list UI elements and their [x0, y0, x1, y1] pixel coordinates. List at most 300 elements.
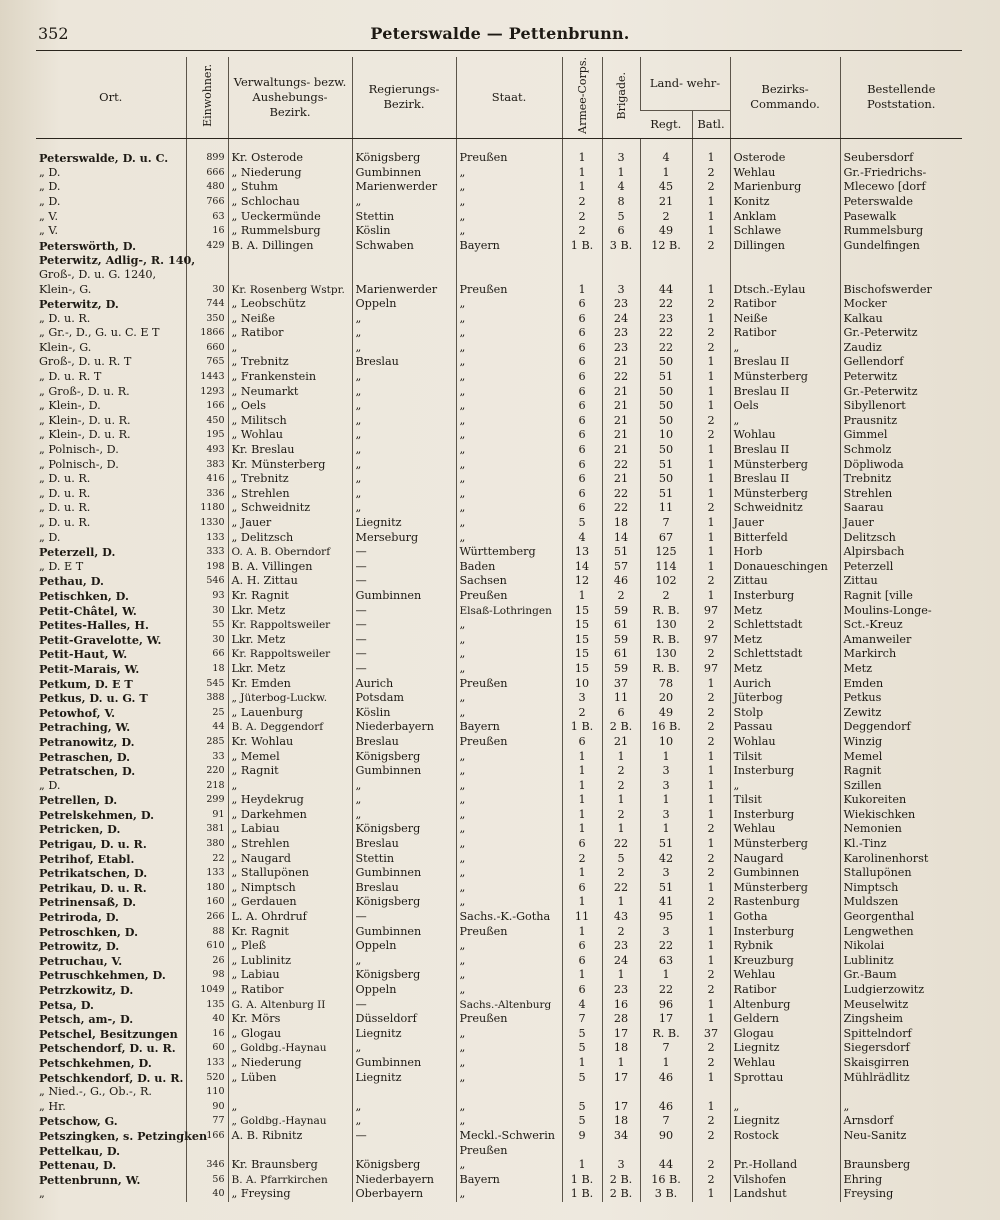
armeecorps-cell: 1 — [562, 1158, 602, 1173]
poststation-cell: Peterswalde — [840, 195, 962, 210]
regierungsbezirk-cell: „ — [352, 472, 456, 487]
brigade-cell: 22 — [602, 501, 640, 516]
regiment-cell: 49 — [640, 224, 692, 239]
einwohner-cell: 30 — [186, 632, 228, 647]
armeecorps-cell: 1 — [562, 793, 602, 808]
poststation-cell: Gr.-Peterwitz — [840, 326, 962, 341]
regierungsbezirk-cell: Breslau — [352, 881, 456, 896]
poststation-cell: Amanweiler — [840, 632, 962, 647]
bataillon-cell: 1 — [692, 355, 730, 370]
regiment-cell: 1 — [640, 1056, 692, 1071]
staat-cell — [456, 1085, 562, 1100]
armeecorps-cell: 7 — [562, 1012, 602, 1027]
poststation-cell — [840, 253, 962, 268]
regiment-cell: 16 B. — [640, 1172, 692, 1187]
brigade-cell — [602, 1085, 640, 1100]
table-row — [36, 720, 962, 735]
regiment-cell: R. B. — [640, 1026, 692, 1041]
bataillon-cell: 1 — [692, 939, 730, 954]
einwohner-cell: 198 — [186, 559, 228, 574]
poststation-cell: Gimmel — [840, 428, 962, 443]
regiment-cell: 17 — [640, 1012, 692, 1027]
bezirkscommando-cell: Stolp — [730, 705, 840, 720]
bataillon-cell: 2 — [692, 165, 730, 180]
poststation-cell: Markirch — [840, 647, 962, 662]
einwohner-cell: 91 — [186, 808, 228, 823]
bataillon-cell: 2 — [692, 341, 730, 356]
poststation-cell: Muldszen — [840, 895, 962, 910]
bezirkscommando-cell: Schlawe — [730, 224, 840, 239]
brigade-cell: 61 — [602, 618, 640, 633]
staat-cell: Preußen — [456, 676, 562, 691]
verwaltungsbezirk-cell: „ Lauenburg — [228, 705, 352, 720]
regierungsbezirk-cell: Gumbinnen — [352, 764, 456, 779]
bataillon-cell: 1 — [692, 1012, 730, 1027]
einwohner-cell: 90 — [186, 1099, 228, 1114]
bataillon-cell: 1 — [692, 793, 730, 808]
poststation-cell: Kukoreiten — [840, 793, 962, 808]
regiment-cell: 3 — [640, 764, 692, 779]
staat-cell: „ — [456, 165, 562, 180]
bataillon-cell: 2 — [692, 647, 730, 662]
bezirkscommando-cell: Horb — [730, 545, 840, 560]
bataillon-cell: 2 — [692, 705, 730, 720]
table-row — [36, 735, 962, 750]
regiment-cell: 10 — [640, 735, 692, 750]
bezirkscommando-cell: Rybnik — [730, 939, 840, 954]
table-row — [36, 1041, 962, 1056]
bezirkscommando-cell: Tilsit — [730, 749, 840, 764]
verwaltungsbezirk-cell: Kr. Braunsberg — [228, 1158, 352, 1173]
bezirkscommando-cell: Tilsit — [730, 793, 840, 808]
brigade-cell: 1 — [602, 968, 640, 983]
staat-cell: „ — [456, 384, 562, 399]
einwohner-cell: 765 — [186, 355, 228, 370]
brigade-cell: 2 — [602, 808, 640, 823]
bataillon-cell: 1 — [692, 195, 730, 210]
verwaltungsbezirk-cell: „ Stallupönen — [228, 866, 352, 881]
table-row — [36, 1172, 962, 1187]
poststation-cell: Peterwitz — [840, 370, 962, 385]
poststation-cell: Gr.-Peterwitz — [840, 384, 962, 399]
staat-cell: „ — [456, 1187, 562, 1202]
ort-cell: „ Nied.-, G., Ob.-, R. — [39, 1085, 152, 1099]
regierungsbezirk-cell: „ — [352, 326, 456, 341]
table-row — [36, 778, 962, 793]
ort-cell: Petruchau, V. — [39, 953, 123, 968]
bataillon-cell: 1 — [692, 516, 730, 531]
regierungsbezirk-cell: — — [352, 632, 456, 647]
staat-cell: Preußen — [456, 282, 562, 297]
ort-cell: „ D. u. R. — [39, 486, 91, 500]
table-row — [36, 705, 962, 720]
ort-cell: Petrigau, D. u. R. — [39, 837, 147, 852]
table-row — [36, 341, 962, 356]
bataillon-cell: 1 — [692, 676, 730, 691]
regierungsbezirk-cell: — — [352, 618, 456, 633]
brigade-cell: 24 — [602, 954, 640, 969]
verwaltungsbezirk-cell: „ Nimptsch — [228, 881, 352, 896]
verwaltungsbezirk-cell: „ Strehlen — [228, 837, 352, 852]
regiment-cell: 22 — [640, 983, 692, 998]
verwaltungsbezirk-cell: „ Schweidnitz — [228, 501, 352, 516]
regiment-cell: 22 — [640, 297, 692, 312]
regiment-cell: 50 — [640, 399, 692, 414]
regierungsbezirk-cell: „ — [352, 428, 456, 443]
regiment-cell: 41 — [640, 895, 692, 910]
table-row — [36, 487, 962, 502]
staat-cell: „ — [456, 224, 562, 239]
einwohner-cell: 16 — [186, 224, 228, 239]
regiment-cell: 2 — [640, 589, 692, 604]
verwaltungsbezirk-cell: „ Niederung — [228, 165, 352, 180]
armeecorps-cell: 1 — [562, 808, 602, 823]
brigade-cell: 37 — [602, 676, 640, 691]
verwaltungsbezirk-cell: A. H. Zittau — [228, 574, 352, 589]
poststation-cell: Nemonien — [840, 822, 962, 837]
regiment-cell: R. B. — [640, 632, 692, 647]
verwaltungsbezirk-cell: Kr. Osterode — [228, 138, 352, 165]
bataillon-cell: 2 — [692, 1114, 730, 1129]
bezirkscommando-cell: Liegnitz — [730, 1114, 840, 1129]
poststation-cell: Arnsdorf — [840, 1114, 962, 1129]
poststation-cell: Siegersdorf — [840, 1041, 962, 1056]
ort-cell: Petit-Marais, W. — [39, 661, 140, 676]
einwohner-cell: 66 — [186, 647, 228, 662]
verwaltungsbezirk-cell: „ Trebnitz — [228, 355, 352, 370]
verwaltungsbezirk-cell: Kr. Ragnit — [228, 589, 352, 604]
bataillon-cell — [692, 1143, 730, 1158]
bezirkscommando-cell: Sprottau — [730, 1070, 840, 1085]
poststation-cell: Zittau — [840, 574, 962, 589]
verwaltungsbezirk-cell: „ Stuhm — [228, 180, 352, 195]
staat-cell: „ — [456, 195, 562, 210]
bezirkscommando-cell: Osterode — [730, 138, 840, 165]
brigade-cell: 22 — [602, 457, 640, 472]
regiment-cell — [640, 1085, 692, 1100]
regiment-cell: 16 B. — [640, 720, 692, 735]
ort-cell: Petratschen, D. — [39, 764, 136, 779]
bataillon-cell: 1 — [692, 472, 730, 487]
brigade-cell: 21 — [602, 428, 640, 443]
brigade-cell: 21 — [602, 472, 640, 487]
table-body — [36, 138, 962, 1201]
table-row — [36, 603, 962, 618]
verwaltungsbezirk-cell: „ Leobschütz — [228, 297, 352, 312]
table-row — [36, 866, 962, 881]
bataillon-cell: 2 — [692, 326, 730, 341]
regiment-cell: 51 — [640, 881, 692, 896]
brigade-cell: 3 — [602, 282, 640, 297]
verwaltungsbezirk-cell: Kr. Rappoltsweiler — [228, 647, 352, 662]
bataillon-cell: 1 — [692, 778, 730, 793]
regierungsbezirk-cell: Niederbayern — [352, 720, 456, 735]
poststation-cell: Mühlrädlitz — [840, 1070, 962, 1085]
staat-cell: „ — [456, 530, 562, 545]
brigade-cell: 2 B. — [602, 1187, 640, 1202]
einwohner-cell: 346 — [186, 1158, 228, 1173]
einwohner-cell: 1443 — [186, 370, 228, 385]
bataillon-cell: 1 — [692, 997, 730, 1012]
regiment-cell: 114 — [640, 559, 692, 574]
regierungsbezirk-cell: — — [352, 647, 456, 662]
table-row — [36, 881, 962, 896]
poststation-cell: Szillen — [840, 778, 962, 793]
bezirkscommando-cell: Oels — [730, 399, 840, 414]
brigade-cell: 6 — [602, 705, 640, 720]
table-row — [36, 1056, 962, 1071]
verwaltungsbezirk-cell: „ Neumarkt — [228, 384, 352, 399]
table-row — [36, 501, 962, 516]
staat-cell: „ — [456, 487, 562, 502]
regiment-cell: 130 — [640, 647, 692, 662]
ort-cell: Klein-, G. — [39, 340, 92, 354]
staat-cell: „ — [456, 1026, 562, 1041]
einwohner-cell — [186, 268, 228, 283]
armeecorps-cell: 11 — [562, 910, 602, 925]
verwaltungsbezirk-cell: „ Ratibor — [228, 983, 352, 998]
ort-cell: Peterwitz, D. — [39, 297, 119, 312]
armeecorps-cell: 9 — [562, 1129, 602, 1144]
poststation-cell: Winzig — [840, 735, 962, 750]
ort-cell: Petischken, D. — [39, 588, 129, 603]
table-row — [36, 282, 962, 297]
staat-cell: „ — [456, 851, 562, 866]
regiment-cell: 102 — [640, 574, 692, 589]
table-row — [36, 384, 962, 399]
table-row — [36, 1099, 962, 1114]
brigade-cell: 21 — [602, 735, 640, 750]
bataillon-cell: 97 — [692, 603, 730, 618]
col-header-brigade-text: Brigade. — [614, 71, 628, 120]
poststation-cell: Georgenthal — [840, 910, 962, 925]
armeecorps-cell: 15 — [562, 603, 602, 618]
table-row — [36, 165, 962, 180]
verwaltungsbezirk-cell: B. A. Pfarrkirchen — [228, 1172, 352, 1187]
einwohner-cell: 388 — [186, 691, 228, 706]
bataillon-cell: 2 — [692, 866, 730, 881]
staat-cell: „ — [456, 457, 562, 472]
regiment-cell — [640, 268, 692, 283]
einwohner-cell: 133 — [186, 1056, 228, 1071]
regierungsbezirk-cell — [352, 1143, 456, 1158]
verwaltungsbezirk-cell — [228, 1143, 352, 1158]
bezirkscommando-cell: Metz — [730, 603, 840, 618]
ort-cell: Petites-Halles, H. — [39, 618, 149, 633]
poststation-cell: Freysing — [840, 1187, 962, 1202]
regiment-cell: 49 — [640, 705, 692, 720]
verwaltungsbezirk-cell: „ Gerdauen — [228, 895, 352, 910]
regierungsbezirk-cell: Oppeln — [352, 297, 456, 312]
brigade-cell: 51 — [602, 545, 640, 560]
poststation-cell — [840, 1085, 962, 1100]
einwohner-cell: 1293 — [186, 384, 228, 399]
brigade-cell — [602, 253, 640, 268]
bezirkscommando-cell: Anklam — [730, 209, 840, 224]
regiment-cell: 20 — [640, 691, 692, 706]
col-header-armeecorps-text: Armee-Corps. — [575, 57, 589, 134]
brigade-cell: 23 — [602, 983, 640, 998]
table-row — [36, 224, 962, 239]
regiment-cell: 12 B. — [640, 238, 692, 253]
bataillon-cell: 1 — [692, 764, 730, 779]
regiment-cell: 2 — [640, 209, 692, 224]
table-row — [36, 1158, 962, 1173]
armeecorps-cell: 6 — [562, 443, 602, 458]
table-row — [36, 238, 962, 253]
bataillon-cell: 2 — [692, 1158, 730, 1173]
bataillon-cell: 1 — [692, 384, 730, 399]
armeecorps-cell: 6 — [562, 837, 602, 852]
ort-cell: „ D. u. R. T — [39, 370, 102, 384]
table-row — [36, 997, 962, 1012]
table-row — [36, 764, 962, 779]
bataillon-cell: 2 — [692, 428, 730, 443]
staat-cell: „ — [456, 370, 562, 385]
table-row — [36, 195, 962, 210]
poststation-cell: Spittelndorf — [840, 1026, 962, 1041]
brigade-cell: 21 — [602, 384, 640, 399]
armeecorps-cell: 6 — [562, 384, 602, 399]
bezirkscommando-cell: Wehlau — [730, 1056, 840, 1071]
regierungsbezirk-cell: Liegnitz — [352, 1070, 456, 1085]
bezirkscommando-cell: Jauer — [730, 516, 840, 531]
gazetteer-table — [36, 57, 962, 1202]
bataillon-cell — [692, 268, 730, 283]
ort-cell: Petschel, Besitzungen — [39, 1026, 178, 1041]
regiment-cell: 130 — [640, 618, 692, 633]
regiment-cell: 95 — [640, 910, 692, 925]
armeecorps-cell: 2 — [562, 195, 602, 210]
verwaltungsbezirk-cell: „ Ragnit — [228, 764, 352, 779]
staat-cell: „ — [456, 632, 562, 647]
ort-cell: Petrelskehmen, D. — [39, 807, 155, 822]
armeecorps-cell: 3 — [562, 691, 602, 706]
poststation-cell: Metz — [840, 662, 962, 677]
staat-cell: „ — [456, 691, 562, 706]
einwohner-cell: 26 — [186, 954, 228, 969]
brigade-cell: 2 — [602, 924, 640, 939]
ort-cell: Petroschken, D. — [39, 924, 138, 939]
verwaltungsbezirk-cell: „ Lublinitz — [228, 954, 352, 969]
table-row — [36, 559, 962, 574]
bezirkscommando-cell: Wohlau — [730, 735, 840, 750]
poststation-cell: Moulins-Longe- — [840, 603, 962, 618]
verwaltungsbezirk-cell: „ Heydekrug — [228, 793, 352, 808]
bezirkscommando-cell — [730, 1143, 840, 1158]
bezirkscommando-cell: Wehlau — [730, 165, 840, 180]
regiment-cell: 7 — [640, 1114, 692, 1129]
regierungsbezirk-cell: Marienwerder — [352, 282, 456, 297]
bezirkscommando-cell: Wehlau — [730, 822, 840, 837]
table-row — [36, 457, 962, 472]
brigade-cell: 11 — [602, 691, 640, 706]
regierungsbezirk-cell: Marienwerder — [352, 180, 456, 195]
table-row — [36, 983, 962, 998]
verwaltungsbezirk-cell — [228, 1085, 352, 1100]
bataillon-cell: 1 — [692, 589, 730, 604]
verwaltungsbezirk-cell: B. A. Dillingen — [228, 238, 352, 253]
staat-cell: Preußen — [456, 735, 562, 750]
staat-cell: Baden — [456, 559, 562, 574]
staat-cell: „ — [456, 1158, 562, 1173]
staat-cell: Elsaß-Lothringen — [456, 603, 562, 618]
regiment-cell: 50 — [640, 355, 692, 370]
einwohner-cell: 135 — [186, 997, 228, 1012]
regiment-cell: 22 — [640, 939, 692, 954]
staat-cell: „ — [456, 355, 562, 370]
armeecorps-cell: 1 B. — [562, 1172, 602, 1187]
armeecorps-cell: 6 — [562, 501, 602, 516]
regierungsbezirk-cell: „ — [352, 414, 456, 429]
table-row — [36, 910, 962, 925]
bezirkscommando-cell: Wehlau — [730, 968, 840, 983]
ort-cell: „ — [39, 1187, 45, 1201]
armeecorps-cell: 12 — [562, 574, 602, 589]
staat-cell: Meckl.-Schwerin — [456, 1129, 562, 1144]
ort-cell: „ V. — [39, 209, 59, 223]
poststation-cell: Memel — [840, 749, 962, 764]
regiment-cell: 1 — [640, 793, 692, 808]
verwaltungsbezirk-cell: „ Ratibor — [228, 326, 352, 341]
staat-cell — [456, 268, 562, 283]
ort-cell: Petrellen, D. — [39, 793, 118, 808]
regierungsbezirk-cell: Liegnitz — [352, 1026, 456, 1041]
regiment-cell: 50 — [640, 384, 692, 399]
regierungsbezirk-cell: „ — [352, 384, 456, 399]
table-row — [36, 837, 962, 852]
verwaltungsbezirk-cell: „ Schlochau — [228, 195, 352, 210]
regierungsbezirk-cell: Gumbinnen — [352, 1056, 456, 1071]
regiment-cell: 1 — [640, 968, 692, 983]
armeecorps-cell: 10 — [562, 676, 602, 691]
ort-cell: „ Klein-, D. u. R. — [39, 413, 131, 427]
poststation-cell: Ludgierzowitz — [840, 983, 962, 998]
verwaltungsbezirk-cell: „ Ueckermünde — [228, 209, 352, 224]
verwaltungsbezirk-cell: „ Neiße — [228, 311, 352, 326]
armeecorps-cell: 5 — [562, 1070, 602, 1085]
poststation-cell: Pasewalk — [840, 209, 962, 224]
regiment-cell: 3 — [640, 866, 692, 881]
einwohner-cell: 299 — [186, 793, 228, 808]
ort-cell: Peterswalde, D. u. C. — [39, 151, 169, 166]
bezirkscommando-cell: Jüterbog — [730, 691, 840, 706]
bataillon-cell: 1 — [692, 1099, 730, 1114]
armeecorps-cell: 6 — [562, 297, 602, 312]
armeecorps-cell: 1 — [562, 282, 602, 297]
einwohner-cell: 610 — [186, 939, 228, 954]
regiment-cell: 90 — [640, 1129, 692, 1144]
armeecorps-cell: 6 — [562, 983, 602, 998]
einwohner-cell: 666 — [186, 165, 228, 180]
einwohner-cell: 380 — [186, 837, 228, 852]
bezirkscommando-cell: Zittau — [730, 574, 840, 589]
staat-cell: „ — [456, 662, 562, 677]
armeecorps-cell: 1 — [562, 895, 602, 910]
armeecorps-cell: 6 — [562, 355, 602, 370]
armeecorps-cell: 4 — [562, 530, 602, 545]
brigade-cell: 16 — [602, 997, 640, 1012]
poststation-cell: Delitzsch — [840, 530, 962, 545]
verwaltungsbezirk-cell: „ Strehlen — [228, 487, 352, 502]
regierungsbezirk-cell: Schwaben — [352, 238, 456, 253]
ort-cell: Pettenau, D. — [39, 1158, 117, 1173]
verwaltungsbezirk-cell: „ Labiau — [228, 968, 352, 983]
bataillon-cell: 2 — [692, 574, 730, 589]
verwaltungsbezirk-cell: O. A. B. Oberndorf — [228, 545, 352, 560]
poststation-cell: Deggendorf — [840, 720, 962, 735]
poststation-cell: Sct.-Kreuz — [840, 618, 962, 633]
